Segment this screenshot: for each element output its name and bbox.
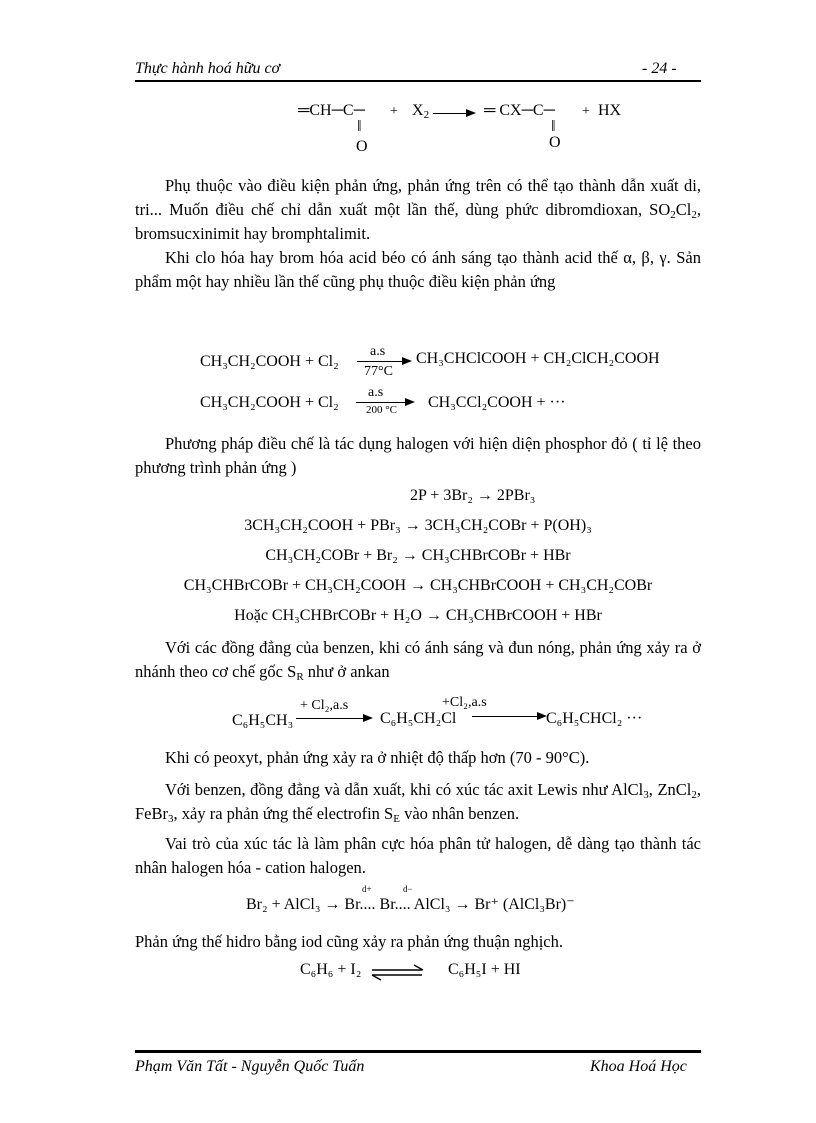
- footer-authors: Phạm Văn Tất - Nguyễn Quốc Tuấn: [135, 1058, 365, 1075]
- paragraph-1: Phụ thuộc vào điều kiện phản ứng, phản ứng trên có thể tạo thành dẫn xuất di, tri... Muốn điều chế chỉ dẫn xuất một lần thế, dùng phức dibromdioxan, $SO_2Cl_2$, bromsucxinimit hay bromphtalimit.: [135, 176, 701, 243]
- equation-hydrolysis: Hoặc CH₃CHBrCOBr + H₂O → CH₃CHBrCOOH + HBr: [234, 607, 602, 624]
- eq1-oxygen-1: O: [356, 138, 368, 155]
- rx3-arrowhead-1: [363, 714, 373, 722]
- paragraph-2: Khi clo hóa hay brom hóa acid béo có ánh sáng tạo thành acid thế α, β, γ. Sản phẩm một hay nhiều lần thế cũng phụ thuộc điều kiện phản ứng: [135, 248, 701, 291]
- iodination-left: C₆H₆ + I₂: [300, 961, 362, 978]
- rx1-arrow: [357, 361, 403, 362]
- rx2-reactant: CH₃CH₂COOH + Cl₂: [200, 394, 339, 411]
- rx3-arrow-1: [296, 718, 364, 719]
- equation-bromination: CH₃CH₂COBr + Br₂ → CH₃CHBrCOBr + HBr: [265, 547, 571, 564]
- rx3-benzyl-chloride: C₆H₅CH₂Cl: [380, 710, 457, 727]
- rx2-arrow: [356, 402, 406, 403]
- paragraph-7: Vai trò của xúc tác là làm phân cực hóa phân tử halogen, dễ dàng tạo thành tác nhân halogen hóa - cation halogen.: [135, 834, 701, 877]
- rx2-condition-top: a.s: [368, 385, 384, 400]
- paragraph-4: Với các đồng đẳng của benzen, khi có ánh sáng và đun nóng, phản ứng xảy ra ở nhánh theo cơ chế gốc $S_R$ như ở ankan: [135, 638, 701, 683]
- rx3-benzal-chloride: C₆H₅CHCl₂ ···: [546, 710, 643, 727]
- rx1-product: CH₃CHClCOOH + CH₂ClCH₂COOH: [416, 350, 660, 367]
- eq1-double-bond-1: ‖: [357, 118, 362, 135]
- eq1-arrowhead: [466, 109, 476, 117]
- footer-department: Khoa Hoá Học: [590, 1058, 687, 1075]
- eq1-right: ═ CX─C─: [484, 102, 555, 119]
- polarization-text: Br₂ + AlCl₃ → Br.... Br.... AlCl₃ → Br⁺ (AlCl₃Br)⁻: [246, 896, 575, 913]
- equation-pbr3: 2P + 3Br₂ → 2PBr₃: [410, 487, 536, 504]
- paragraph-8: Phản ứng thế hidro bằng iod cũng xảy ra phản ứng thuận nghịch.: [135, 932, 564, 951]
- eq1-oxygen-2: O: [549, 134, 561, 151]
- header-rule: [135, 80, 701, 82]
- equilibrium-arrows-icon: [368, 962, 428, 982]
- rx3-condition-1: + Cl₂,a.s: [300, 698, 349, 713]
- rx3-condition-2: +Cl₂,a.s: [442, 695, 487, 710]
- rx2-arrowhead: [405, 398, 415, 406]
- rx1-condition-top: a.s: [370, 344, 386, 359]
- eq1-hx: HX: [598, 102, 622, 119]
- eq1-double-bond-2: ‖: [551, 118, 556, 135]
- rx1-condition-bottom: 77°C: [364, 364, 393, 379]
- eq1-plus1: +: [390, 104, 398, 119]
- footer-rule: [135, 1050, 701, 1053]
- rx1-reactant: CH₃CH₂COOH + Cl₂: [200, 353, 339, 370]
- rx2-condition-bottom: 200 °C: [366, 404, 397, 416]
- eq1-arrow: [433, 113, 467, 114]
- partial-negative-label: d−: [403, 884, 413, 894]
- rx2-product: CH₃CCl₂COOH + ···: [428, 394, 566, 411]
- rx3-arrow-2: [472, 716, 538, 717]
- eq1-x: $X_2$: [412, 102, 430, 121]
- header-title: Thực hành hoá hữu cơ: [135, 60, 281, 77]
- equation-exchange: CH₃CHBrCOBr + CH₃CH₂COOH → CH₃CHBrCOOH + CH₃CH₂COBr: [183, 577, 653, 594]
- equation-acyl-bromide: 3CH₃CH₂COOH + PBr₃ → 3CH₃CH₂COBr + P(OH)₃: [244, 517, 592, 534]
- iodination-right: C₆H₅I + HI: [448, 961, 521, 978]
- page-number: - 24 -: [642, 60, 677, 77]
- paragraph-3: Phương pháp điều chế là tác dụng halogen với hiện diện phosphor đỏ ( tỉ lệ theo phương trình phản ứng ): [135, 434, 701, 477]
- eq1-left: ═CH─C─: [298, 102, 365, 119]
- partial-positive-label: d+: [362, 884, 372, 894]
- rx1-arrowhead: [402, 357, 412, 365]
- rx3-toluene: C₆H₅CH₃: [232, 712, 294, 729]
- eq1-plus2: +: [582, 104, 590, 119]
- paragraph-5: Khi có peoxyt, phản ứng xảy ra ở nhiệt độ thấp hơn (70 - 90°C).: [165, 748, 590, 767]
- paragraph-6: Với benzen, đồng đẳng và dẫn xuất, khi có xúc tác axit Lewis như AlCl$_3$, ZnCl$_2$, FeBr$_3$, xảy ra phản ứng thế electrofin $S_E$ vào nhân benzen.: [135, 780, 701, 825]
